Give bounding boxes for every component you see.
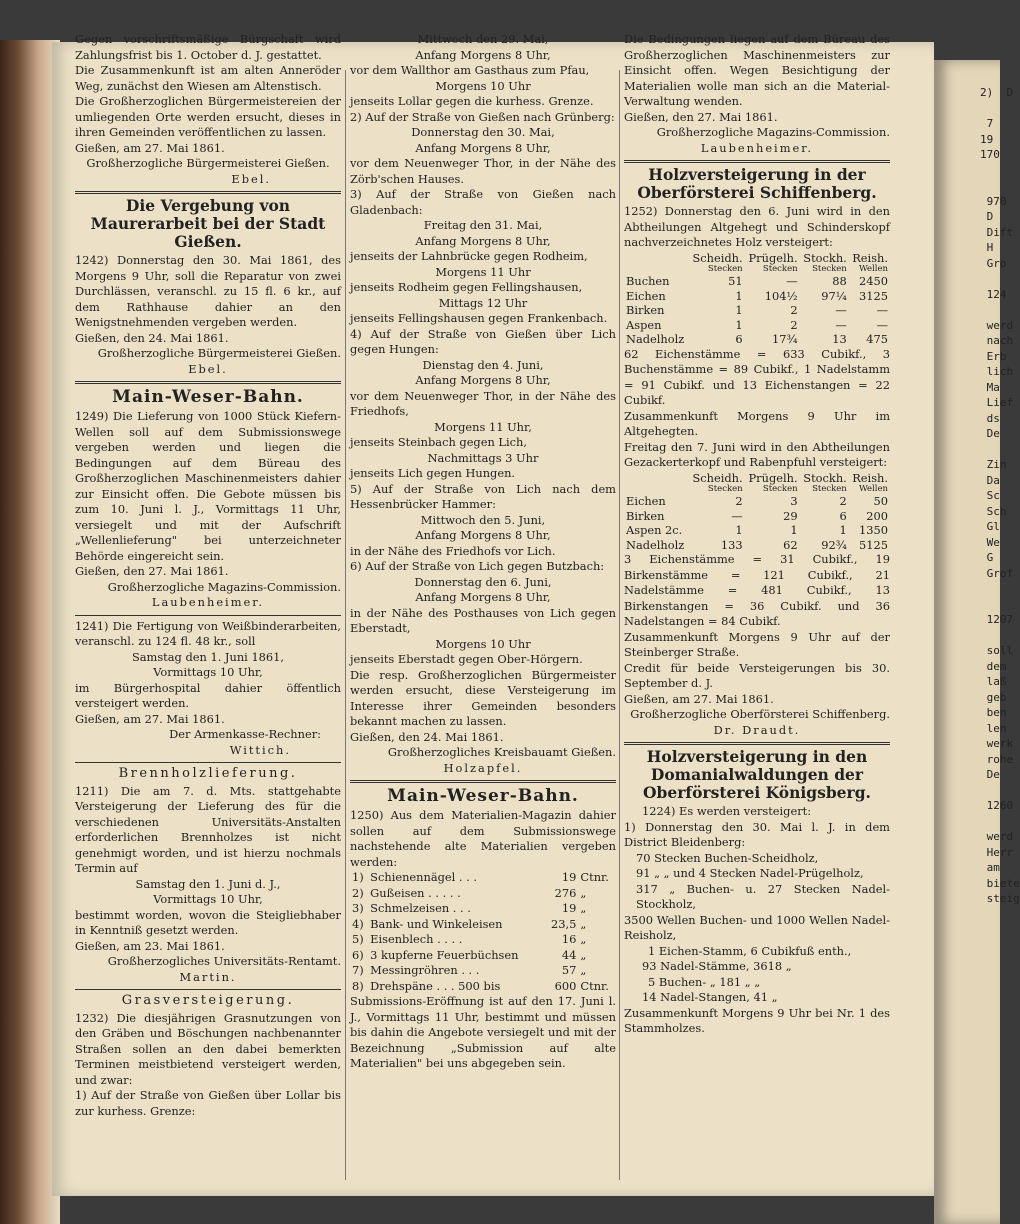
table-cell: Bank- und Winkeleisen	[370, 916, 503, 931]
table-cell: 2450	[859, 274, 888, 288]
table-row	[350, 948, 616, 964]
notice-line: Donnerstag den 6. Juni,	[414, 574, 552, 589]
notice-line: 317 „ Buchen- u. 27 Stecken Nadel-Stockholz,	[636, 881, 890, 911]
table-header-row	[624, 471, 890, 486]
intro-text: Die Zusammenkunft ist am alten Anneröder Weg, zunächst den Wiesen am Altenstisch.	[75, 63, 341, 93]
table-cell: 23,5	[551, 916, 577, 931]
notice-line: jenseits Steinbach gegen Lich,	[350, 435, 527, 449]
notice-text: 3 Eichenstämme = 31 Cubikf., 19 Birkenstämme = 121 Cubikf., 21 Nadelstämme = 481 Cubikf., 13 Birkenstangen = 36 Cubikf. und 36 Nadelstangen = 84 Cubikf.	[624, 552, 890, 628]
table-header	[624, 251, 689, 266]
signature-name: Laubenheimer.	[700, 140, 814, 155]
table-unit: Stecken	[707, 484, 743, 494]
divider	[350, 780, 616, 783]
signature: Großherzogliche Oberförsterei Schiffenberg.	[630, 707, 890, 721]
table-cell: 97¼	[821, 288, 847, 303]
table-header: Scheidh.	[692, 470, 743, 485]
section-heading: Main-Weser-Bahn.	[112, 387, 304, 407]
notice-text: 1211) Die am 7. d. Mts. stattgehabte Versteigerung der Lieferung des für die verschiedenen Universitäts-Anstalten erforderlichen Brennholzes ist nicht genehmigt worden, und ist hierzu nochmals Termin auf	[75, 783, 341, 875]
notice-line: jenseits Rodheim gegen Fellingshausen,	[350, 280, 583, 294]
table-cell: 104½	[764, 288, 798, 303]
column-3	[624, 32, 890, 1037]
signature: Großherzogliche Magazins-Commission.	[107, 579, 341, 594]
book-binding	[0, 40, 60, 1224]
notice-line: vor dem Wallthor am Gasthaus zum Pfau,	[350, 63, 590, 77]
column-rule	[619, 70, 620, 1180]
notice-line: vor dem Neuenweger Thor, in der Nähe des Friedhofs,	[350, 388, 616, 418]
table-cell: 13	[832, 332, 847, 346]
notice-line: Morgens 11 Uhr	[435, 264, 531, 279]
notice-text: 1241) Die Fertigung von Weißbinderarbeiten, veranschl. zu 124 fl. 48 kr., soll	[75, 618, 341, 648]
signature-name: Ebel.	[188, 361, 228, 376]
signature: Großherzogliche Bürgermeisterei Gießen.	[97, 346, 341, 360]
signature: Großherzogliche Bürgermeisterei Gießen.	[86, 156, 330, 170]
table-cell: 1)	[352, 870, 364, 884]
signature-name: Wittich.	[229, 742, 291, 757]
divider	[624, 160, 890, 163]
signature-name: Holzapfel.	[443, 760, 523, 775]
table-row	[624, 289, 890, 304]
table-cell: 17¾	[772, 332, 798, 346]
notice-line: Vormittags 10 Uhr,	[153, 892, 263, 906]
table-cell: 2)	[352, 885, 364, 900]
notice-text: 1224) Es werden versteigert:	[642, 804, 812, 818]
table-cell: 50	[873, 494, 888, 508]
notice-line: jenseits Lollar gegen die kurhess. Grenze.	[350, 94, 594, 108]
adjacent-page-edge	[934, 60, 1020, 1224]
section-heading: Brennholzlieferung.	[118, 766, 298, 781]
table-cell: 44	[561, 947, 577, 962]
table-cell: 62	[783, 537, 798, 552]
table-cell: Nadelholz	[626, 332, 685, 346]
notice-text: 1) Auf der Straße von Gießen über Lollar bis zur kurhess. Grenze:	[75, 1088, 341, 1118]
notice-line: Mittwoch den 29. Mai,	[417, 32, 549, 46]
table-cell: Aspen 2c.	[626, 523, 683, 537]
notice-date: Gießen, am 23. Mai 1861.	[75, 938, 225, 953]
table-row	[624, 332, 890, 347]
section-heading: Holzversteigerung in der Oberförsterei Schiffenberg.	[637, 165, 877, 202]
notice-text: 1242) Donnerstag den 30. Mai 1861, des Morgens 9 Uhr, soll die Reparatur von zwei Durchlässen, veranschl. zu 15 fl. 6 kr., auf dem Rathhause dahier an den Wenigstnehmenden vergeben werden.	[75, 253, 341, 329]
signature: Der Armenkasse-Rechner:	[169, 727, 321, 741]
notice-line: Anfang Morgens 8 Uhr,	[415, 233, 551, 248]
notice-text: bestimmt worden, wovon die Steigliebhaber in Kenntniß gesetzt werden.	[75, 907, 341, 937]
table-row	[624, 494, 890, 509]
divider	[75, 762, 341, 763]
table-cell: 1350	[859, 523, 888, 537]
table-unit: Stecken	[762, 484, 798, 494]
notice-line: jenseits der Lahnbrücke gegen Rodheim,	[350, 249, 588, 263]
section-heading: Holzversteigerung in den Domanialwaldungen der Oberförsterei Königsberg.	[643, 747, 871, 802]
table-unit: Stecken	[812, 264, 847, 274]
divider	[75, 615, 341, 616]
notice-text: Credit für beide Versteigerungen bis 30. September d. J.	[624, 660, 890, 690]
table-header: Prügelh.	[748, 250, 798, 265]
table-cell: 29	[783, 508, 798, 523]
intro-text: Gegen vorschriftsmäßige Bürgschaft wird Zahlungsfrist bis 1. October d. J. gestattet.	[75, 32, 341, 62]
notice-line: jenseits Eberstadt gegen Ober-Hörgern.	[350, 652, 583, 666]
table-cell: Nadelholz	[626, 537, 685, 552]
table-cell: „	[580, 885, 587, 900]
notice-line: 91 „ „ und 4 Stecken Nadel-Prügelholz,	[636, 866, 864, 880]
notice-line: Anfang Morgens 8 Uhr,	[415, 140, 551, 155]
table-cell: „	[580, 947, 587, 962]
notice-line: 5 Buchen- „ 181 „ „	[648, 974, 761, 989]
notice-line: Anfang Morgens 8 Uhr,	[415, 528, 551, 542]
table-header: Prügelh.	[748, 470, 798, 485]
notice-text: Zusammenkunft Morgens 9 Uhr im Altgehegten.	[624, 408, 890, 438]
signature: Großherzogliche Magazins-Commission.	[656, 125, 890, 139]
notice-line: Morgens 11 Uhr,	[434, 419, 532, 434]
table-unit	[624, 265, 689, 274]
signature-name: Ebel.	[231, 171, 271, 186]
signature: Großherzogliches Universitäts-Rentamt.	[107, 954, 341, 968]
table-cell: 19	[561, 901, 577, 915]
section-heading: Grasversteigerung.	[121, 993, 295, 1008]
table-cell: 6	[839, 508, 847, 523]
adjacent-page-text: 2) D 7 19 170 970 D Dift H Gro 124 werd nach Erb lich Ma Lief ds De Zin Da Sc Sch Gl We G Grof 1207 soll dem laß geb ben len werk rohe De 1260 werd Herr am biete steig	[980, 86, 1020, 905]
notice-line: 3) Auf der Straße von Gießen nach Gladenbach:	[350, 187, 616, 217]
table-cell: 88	[832, 274, 847, 288]
table-cell: Ctnr.	[580, 870, 609, 884]
notice-line: 3500 Wellen Buchen- und 1000 Wellen Nadel-Reisholz,	[624, 912, 890, 942]
notice-line: in der Nähe des Posthauses von Lich gegen Eberstadt,	[350, 605, 616, 635]
table-cell: Birken	[626, 508, 665, 523]
table-cell: 6)	[352, 947, 364, 962]
notice-text: 62 Eichenstämme = 633 Cubikf., 3 Buchenstämme = 89 Cubikf., 1 Nadelstamm = 91 Cubikf. und 13 Eichenstangen = 22 Cubikf.	[624, 346, 890, 407]
table-unit: Stecken	[762, 264, 798, 274]
table-cell: —	[786, 274, 798, 288]
table-cell: Eichen	[626, 288, 666, 303]
signature-name: Laubenheimer.	[151, 595, 265, 609]
notice-line: Morgens 10 Uhr	[435, 78, 531, 93]
table-cell: „	[580, 963, 587, 977]
notice-line: Samstag den 1. Juni d. J.,	[135, 876, 281, 891]
table-cell: 1	[790, 523, 798, 537]
notice-text: Freitag den 7. Juni wird in den Abtheilungen Gezackerterkopf und Rabenpfuhl versteigert:	[624, 439, 890, 469]
notice-date: Gießen, den 24. Mai 1861.	[350, 729, 504, 744]
table-unit-row	[624, 485, 890, 494]
table-cell: 2	[790, 303, 798, 317]
table-cell: 1	[735, 317, 743, 332]
notice-line: Vormittags 10 Uhr,	[153, 665, 263, 679]
table-cell: 3125	[859, 288, 888, 303]
notice-text: Zusammenkunft Morgens 9 Uhr auf der Steinberger Straße.	[624, 629, 890, 659]
notice-line: Mittwoch den 5. Juni,	[420, 512, 546, 527]
notice-line: in der Nähe des Friedhofs vor Lich.	[350, 543, 556, 558]
notice-line: Dienstag den 4. Juni,	[422, 357, 544, 372]
notice-line: 5) Auf der Straße von Lich nach dem Hessenbrücker Hammer:	[350, 481, 616, 511]
notice-line: Donnerstag den 30. Mai,	[411, 125, 555, 139]
table-cell: 7)	[352, 963, 364, 977]
table-cell: —	[835, 317, 847, 332]
table-row	[350, 932, 616, 948]
table-row	[350, 870, 616, 886]
intro-date: Gießen, am 27. Mai 1861.	[75, 140, 225, 155]
table-cell: Schienennägel . . .	[370, 870, 478, 884]
table-cell: —	[876, 317, 888, 332]
table-row	[624, 538, 890, 553]
notice-line: 70 Stecken Buchen-Scheidholz,	[636, 850, 819, 865]
notice-date: Gießen, am 27. Mai 1861.	[75, 711, 225, 726]
column-1	[75, 32, 341, 1119]
table-cell: 133	[720, 537, 743, 552]
section-heading: Main-Weser-Bahn.	[387, 786, 579, 806]
notice-date: Gießen, den 27. Mai 1861.	[624, 109, 778, 124]
notice-line: Anfang Morgens 8 Uhr,	[415, 590, 551, 604]
table-cell: 2	[839, 494, 847, 508]
notice-text: im Bürgerhospital dahier öffentlich versteigert werden.	[75, 680, 341, 710]
notice-line: 6) Auf der Straße von Lich gegen Butzbach:	[350, 559, 605, 573]
notice-line: 14 Nadel-Stangen, 41 „	[642, 990, 778, 1004]
materials-table	[350, 870, 616, 994]
notice-line: Anfang Morgens 8 Uhr,	[415, 47, 551, 62]
table-cell: 8)	[352, 978, 364, 993]
notice-line: Mittags 12 Uhr	[438, 295, 528, 310]
table-cell: „	[580, 901, 587, 915]
table-unit: Stecken	[707, 264, 743, 274]
column-rule	[345, 70, 346, 1180]
table-cell: —	[731, 508, 743, 523]
table-cell: 2	[735, 494, 743, 508]
notice-line: 2) Auf der Straße von Gießen nach Grünberg:	[350, 109, 615, 124]
table-cell: „	[580, 916, 587, 931]
table-cell: 475	[866, 332, 888, 346]
section-heading: Die Vergebung von Maurerarbeit bei der Stadt Gießen.	[90, 196, 326, 251]
notice-line: Morgens 10 Uhr	[435, 636, 531, 651]
notice-line: jenseits Fellingshausen gegen Frankenbach.	[350, 311, 608, 325]
wood-table-2	[624, 471, 890, 553]
table-cell: 19	[561, 870, 577, 884]
table-cell: Aspen	[626, 317, 662, 332]
table-cell: Gußeisen . . . . .	[370, 885, 461, 900]
table-row	[350, 886, 616, 902]
notice-text: Submissions-Eröffnung ist auf den 17. Juni l. J., Vormittags 11 Uhr, bestimmt und müssen bis dahin die Angebote versiegelt und mit der Bezeichnung „Submission auf alte Materialien" bei uns abgegeben sein.	[350, 994, 616, 1070]
divider	[624, 742, 890, 745]
notice-text: 1252) Donnerstag den 6. Juni wird in den Abtheilungen Altgehegt und Schinderskopf nachverzeichnetes Holz versteigert:	[624, 204, 890, 249]
table-header: Scheidh.	[692, 250, 743, 265]
table-row	[350, 917, 616, 933]
table-unit-row	[624, 265, 890, 274]
table-cell: Buchen	[626, 274, 670, 288]
signature-name: Dr. Draudt.	[713, 722, 801, 737]
notice-line: vor dem Neuenweger Thor, in der Nähe des Zörb'schen Hauses.	[350, 156, 616, 186]
table-unit: Wellen	[858, 484, 888, 494]
notice-date: Gießen, am 27. Mai 1861.	[624, 691, 774, 706]
table-header	[624, 471, 689, 486]
table-header: Stockh.	[803, 250, 847, 265]
notice-text: 1250) Aus dem Materialien-Magazin dahier sollen auf dem Submissionswege nachstehende alte Materialien vergeben werden:	[350, 808, 616, 869]
table-cell: —	[876, 303, 888, 317]
table-cell: 51	[728, 274, 743, 288]
table-cell: Messingröhren . . .	[370, 963, 480, 977]
notice-line: Anfang Morgens 8 Uhr,	[415, 373, 551, 387]
table-row	[624, 303, 890, 318]
table-header: Reish.	[852, 250, 888, 265]
notice-text: Die Bedingungen liegen auf dem Büreau des Großherzoglichen Maschinenmeisters zur Einsicht offen. Wegen Besichtigung der Materialien wolle man sich an die Material-Verwaltung wenden.	[624, 32, 890, 108]
table-cell: 200	[866, 508, 888, 523]
table-row	[624, 523, 890, 538]
notice-date: Gießen, den 24. Mai 1861.	[75, 330, 229, 345]
table-cell: 5125	[859, 537, 888, 552]
table-cell: 4)	[352, 916, 364, 931]
table-cell: 3)	[352, 901, 364, 915]
table-row	[350, 963, 616, 979]
table-header: Reish.	[852, 470, 888, 485]
notice-line: 1 Eichen-Stamm, 6 Cubikfuß enth.,	[648, 943, 852, 958]
divider	[75, 191, 341, 194]
table-cell: 600	[554, 978, 577, 993]
notice-line: jenseits Lich gegen Hungen.	[350, 466, 516, 480]
table-header: Stockh.	[803, 470, 847, 485]
intro-text: Die Großherzoglichen Bürgermeistereien der umliegenden Orte werden ersucht, dieses in ihren Gemeinden veröffentlichen zu lassen.	[75, 94, 341, 139]
table-unit: Wellen	[858, 264, 888, 274]
table-cell: 57	[561, 963, 577, 977]
table-row	[350, 901, 616, 917]
table-cell: —	[835, 303, 847, 317]
table-cell: 1	[839, 523, 847, 537]
table-cell: 1	[735, 303, 743, 317]
table-row	[350, 979, 616, 995]
table-cell: 3	[790, 494, 798, 508]
table-cell: 5)	[352, 932, 364, 946]
table-cell: 1	[735, 288, 743, 303]
notice-line: 1) Donnerstag den 30. Mai l. J. in dem District Bleidenberg:	[624, 819, 890, 849]
signature: Großherzogliches Kreisbauamt Gießen.	[387, 745, 616, 759]
wood-table-1	[624, 251, 890, 347]
table-cell: Ctnr.	[580, 978, 609, 993]
table-unit: Stecken	[812, 484, 847, 494]
notice-line: Samstag den 1. Juni 1861,	[131, 649, 285, 664]
notice-line: Nachmittags 3 Uhr	[427, 450, 539, 465]
notice-line: 4) Auf der Straße von Gießen über Lich gegen Hungen:	[350, 326, 616, 356]
notice-line: 93 Nadel-Stämme, 3618 „	[642, 959, 792, 973]
notice-text: Die resp. Großherzoglichen Bürgermeister werden ersucht, diese Versteigerung im Interesse ihrer Gemeinden besonders bekannt machen zu lassen.	[350, 667, 616, 728]
signature-name: Martin.	[179, 969, 237, 984]
notice-text: 1232) Die diesjährigen Grasnutzungen von den Gräben und Böschungen nachbenannter Straßen sollen an den dabei bemerkten Terminen meistbietend versteigert werden, und zwar:	[75, 1010, 341, 1087]
table-cell: 16	[561, 932, 577, 946]
table-cell: 6	[735, 332, 743, 346]
table-header-row	[624, 251, 890, 266]
table-row	[624, 274, 890, 289]
table-cell: „	[580, 932, 587, 946]
table-cell: 3 kupferne Feuerbüchsen	[370, 947, 519, 962]
table-cell: Drehspäne . . . 500 bis	[370, 978, 501, 993]
table-unit	[624, 485, 689, 494]
table-cell: 276	[554, 885, 577, 900]
table-cell: Eisenblech . . . .	[370, 932, 463, 946]
notice-date: Gießen, den 27. Mai 1861.	[75, 564, 229, 578]
notice-line: Freitag den 31. Mai,	[423, 218, 543, 232]
table-cell: 92¾	[821, 537, 847, 552]
notice-text: 1249) Die Lieferung von 1000 Stück Kiefern-Wellen soll auf dem Submissionswege vergeben werden und liegen die Bedingungen auf dem Büreau des Großherzoglichen Maschinenmeisters dahier zur Einsicht offen. Die Gebote müssen bis zum 10. Juni l. J., Vormittags 11 Uhr, versiegelt und mit der Aufschrift „Wellenlieferung" bei unterzeichneter Behörde eingereicht sein.	[75, 409, 341, 563]
table-cell: 2	[790, 317, 798, 332]
divider	[75, 989, 341, 990]
table-row	[624, 509, 890, 524]
table-cell: 1	[735, 523, 743, 537]
table-cell: Eichen	[626, 494, 666, 508]
notice-text: Zusammenkunft Morgens 9 Uhr bei Nr. 1 des Stammholzes.	[624, 1005, 890, 1035]
table-cell: Schmelzeisen . . .	[370, 901, 471, 915]
table-row	[624, 318, 890, 333]
divider	[75, 381, 341, 384]
column-2	[350, 32, 616, 1072]
table-cell: Birken	[626, 303, 665, 317]
